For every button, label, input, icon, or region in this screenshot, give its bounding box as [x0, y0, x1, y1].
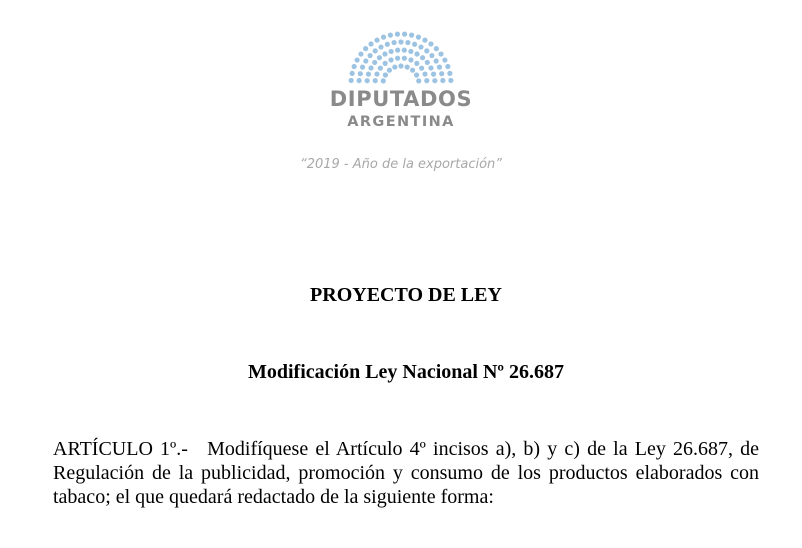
- article-text: Modifíquese el Artículo 4º incisos a), b) y c) de la Ley 26.687, de Regulación de la publicidad, promoción y consumo de los productos elaborados con tabaco; el que quedará redactado de la siguiente forma:: [53, 438, 760, 508]
- hemicycle-seat-dot: [383, 61, 388, 66]
- hemicycle-seat-dot: [381, 78, 386, 83]
- hemicycle-seat-dot: [402, 56, 407, 61]
- hemicycle-seat-dot: [440, 78, 445, 83]
- hemicycle-seat-dot: [416, 35, 421, 40]
- hemicycle-seat-dot: [395, 32, 400, 37]
- hemicycle-seat-dot: [381, 35, 386, 40]
- hemicycle-seat-dot: [392, 64, 397, 69]
- hemicycle-seat-dot: [360, 65, 365, 70]
- hemicycle-seat-dot: [368, 41, 373, 46]
- hemicycle-seat-dot: [428, 65, 433, 70]
- hemicycle-seat-dot: [378, 44, 383, 49]
- hemicycle-seat-dot: [422, 38, 427, 43]
- hemicycle-seat-dot: [355, 57, 360, 62]
- hemicycle-seat-dot: [445, 64, 450, 69]
- hemicycle-seat-dot: [425, 60, 430, 65]
- hemicycle-seat-dot: [442, 57, 447, 62]
- hemicycle-seat-dot: [416, 78, 421, 83]
- hemicycle-seat-dot: [439, 71, 444, 76]
- hemicycle-seat-dot: [412, 42, 417, 47]
- hemicycle-seat-dot: [422, 71, 427, 76]
- hemicycle-seat-dot: [447, 71, 452, 76]
- hemicycle-seat-dot: [405, 64, 410, 69]
- hemicycle-seat-dot: [368, 65, 373, 70]
- org-name: DIPUTADOS: [329, 87, 473, 111]
- hemicycle-seat-dot: [388, 33, 393, 38]
- hemicycle-seat-dot: [385, 42, 390, 47]
- hemicycle-seat-dot: [408, 49, 413, 54]
- hemicycle-seat-dot: [358, 71, 363, 76]
- hemicycle-seat-dot: [434, 58, 439, 63]
- hemicycle-seat-dot: [409, 33, 414, 38]
- hemicycle-seat-dot: [402, 48, 407, 53]
- hemicycle-seat-dot: [363, 58, 368, 63]
- hemicycle-seat-dot: [395, 48, 400, 53]
- article-paragraph: [53, 437, 759, 509]
- hemicycle-seat-dot: [374, 71, 379, 76]
- hemicycle-seat-dot: [424, 48, 429, 53]
- hemicycle-seat-dot: [368, 53, 373, 58]
- hemicycle-seat-dot: [391, 40, 396, 45]
- hemicycle-seat-dot: [414, 51, 419, 56]
- hemicycle-seat-dot: [402, 32, 407, 37]
- hemicycle-seat-dot: [388, 57, 393, 62]
- hemicycle-seat-dot: [428, 41, 433, 46]
- article-label: ARTÍCULO 1º.-: [53, 438, 188, 460]
- hemicycle-seat-dot: [414, 72, 419, 77]
- hemicycle-seat-dot: [374, 38, 379, 43]
- hemicycle-seat-dot: [408, 57, 413, 62]
- hemicycle-seat-dot: [431, 72, 436, 77]
- hemicycle-seat-dot: [395, 56, 400, 61]
- hemicycle-seat-dot: [387, 68, 392, 73]
- hemicycle-seat-dot: [373, 78, 378, 83]
- hemicycle-seat-dot: [389, 49, 394, 54]
- document-subtitle: Modificación Ley Nacional Nº 26.687: [247, 361, 565, 383]
- hemicycle-seat-dot: [437, 65, 442, 70]
- hemicycle-seat-dot: [349, 78, 354, 83]
- hemicycle-seat-dot: [372, 60, 377, 65]
- hemicycle-seat-dot: [438, 51, 443, 56]
- hemicycle-seat-dot: [398, 63, 403, 68]
- hemicycle-seat-dot: [405, 40, 410, 45]
- hemicycle-seat-dot: [434, 46, 439, 51]
- hemicycle-seat-dot: [352, 64, 357, 69]
- hemicycle-seat-dot: [357, 78, 362, 83]
- hemicycle-seat-dot: [383, 72, 388, 77]
- hemicycle-seat-dot: [410, 68, 415, 73]
- document-title: PROYECTO DE LEY: [310, 284, 502, 306]
- hemicycle-seat-dot: [366, 72, 371, 77]
- hemicycle-seat-dot: [419, 66, 424, 71]
- hemicycle-seat-dot: [420, 55, 425, 60]
- hemicycle-icon: [341, 28, 461, 86]
- motto: “2019 - Año de la exportación”: [299, 157, 503, 172]
- hemicycle-seat-dot: [373, 48, 378, 53]
- hemicycle-seat-dot: [398, 39, 403, 44]
- hemicycle-seat-dot: [448, 78, 453, 83]
- hemicycle-seat-dot: [414, 61, 419, 66]
- hemicycle-seat-dot: [363, 46, 368, 51]
- hemicycle-seat-dot: [378, 66, 383, 71]
- hemicycle-seat-dot: [350, 71, 355, 76]
- org-subtitle: ARGENTINA: [347, 114, 455, 130]
- hemicycle-seat-dot: [432, 78, 437, 83]
- hemicycle-seat-dot: [382, 51, 387, 56]
- hemicycle-seat-dot: [429, 53, 434, 58]
- hemicycle-seat-dot: [365, 78, 370, 83]
- hemicycle-seat-dot: [418, 44, 423, 49]
- hemicycle-seat-dot: [377, 55, 382, 60]
- hemicycle-seat-dot: [424, 78, 429, 83]
- hemicycle-seat-dot: [358, 51, 363, 56]
